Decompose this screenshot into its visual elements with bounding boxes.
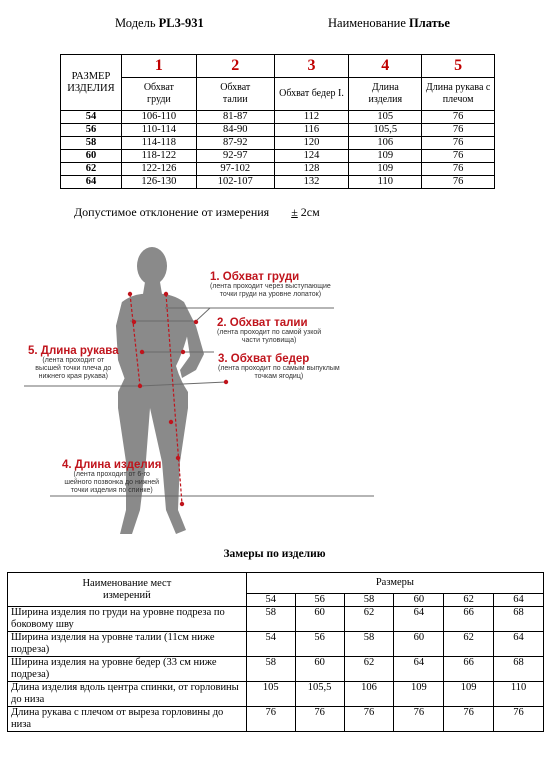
value-cell: 76 — [444, 707, 494, 732]
name-value: Платье — [409, 16, 450, 30]
value-cell: 54 — [246, 632, 295, 657]
value-cell: 56 — [295, 632, 344, 657]
value-cell: 114-118 — [121, 137, 196, 150]
col-num-4: 4 — [349, 55, 422, 78]
table-row — [8, 707, 544, 732]
value-cell: 64 — [394, 607, 444, 632]
value-cell: 76 — [422, 111, 495, 124]
size-header: РАЗМЕР ИЗДЕЛИЯ — [61, 55, 122, 111]
value-cell: 76 — [422, 137, 495, 150]
annotation-waist-desc-2: части туловища) — [241, 337, 297, 344]
annotation-hips-desc-1: (лента проходит по самым выпуклым — [218, 365, 340, 372]
table-row — [8, 607, 544, 632]
annotation-length-desc-3: точки изделия по спинке) — [70, 487, 153, 494]
value-cell: 120 — [274, 137, 349, 150]
value-cell: 60 — [295, 607, 344, 632]
value-cell: 76 — [394, 707, 444, 732]
value-cell: 109 — [349, 163, 422, 176]
value-cell: 118-122 — [121, 150, 196, 163]
size-col-header: 56 — [295, 594, 344, 607]
model-value: PL3-931 — [158, 16, 204, 30]
table-row — [61, 111, 495, 124]
value-cell: 66 — [444, 607, 494, 632]
col-num-2: 2 — [196, 55, 274, 78]
value-cell: 76 — [344, 707, 394, 732]
row-label: Длина изделия вдоль центра спинки, от горловины до низа — [8, 682, 247, 707]
value-cell: 110 — [349, 176, 422, 189]
value-cell: 128 — [274, 163, 349, 176]
value-cell: 105,5 — [349, 124, 422, 137]
value-cell: 68 — [494, 607, 544, 632]
value-cell: 110-114 — [121, 124, 196, 137]
table-row — [8, 682, 544, 707]
annotation-sleeve-title: 5. Длина рукава — [28, 345, 119, 357]
value-cell: 106 — [349, 137, 422, 150]
value-cell: 58 — [246, 607, 295, 632]
value-cell: 105 — [246, 682, 295, 707]
value-cell: 76 — [422, 176, 495, 189]
value-cell: 92-97 — [196, 150, 274, 163]
annotation-chest-desc-1: (лента проходит через выступающие — [210, 283, 331, 290]
col-label-1: Обхват груди — [121, 78, 196, 111]
garment-table — [7, 572, 544, 732]
value-cell: 110 — [494, 682, 544, 707]
value-cell: 109 — [444, 682, 494, 707]
annotation-length-title: 4. Длина изделия — [62, 459, 162, 471]
plus-minus-sign: ± — [291, 205, 298, 219]
value-cell: 76 — [494, 707, 544, 732]
value-cell: 58 — [246, 657, 295, 682]
value-cell: 106-110 — [121, 111, 196, 124]
name-header: Наименование мест измерений — [8, 573, 247, 607]
annotation-waist-desc-1: (лента проходит по самой узкой — [217, 329, 322, 336]
annotation-chest — [210, 271, 331, 299]
value-cell: 62 — [344, 657, 394, 682]
size-cell: 62 — [61, 163, 122, 176]
annotation-sleeve-desc-3: нижнего края рукава) — [38, 373, 108, 380]
name-line — [328, 16, 450, 31]
value-cell: 66 — [444, 657, 494, 682]
size-cell: 64 — [61, 176, 122, 189]
col-num-5: 5 — [422, 55, 495, 78]
annotation-hips-title: 3. Обхват бедер — [218, 353, 310, 365]
annotation-chest-title: 1. Обхват груди — [210, 271, 300, 283]
name-label: Наименование — [328, 16, 406, 30]
table-row — [8, 632, 544, 657]
row-label: Ширина изделия по груди на уровне подреза по боковому шву — [8, 607, 247, 632]
value-cell: 81-87 — [196, 111, 274, 124]
table-row — [61, 124, 495, 137]
value-cell: 76 — [422, 163, 495, 176]
annotation-length — [62, 459, 161, 495]
annotation-length-desc-2: шейного позвонка до нижней — [64, 479, 160, 486]
value-cell: 126-130 — [121, 176, 196, 189]
value-cell: 76 — [422, 150, 495, 163]
table-row — [61, 150, 495, 163]
annotation-waist-title: 2. Обхват талии — [217, 317, 308, 329]
col-num-1: 1 — [121, 55, 196, 78]
size-col-header: 58 — [344, 594, 394, 607]
col-label-5: Длина рукава с плечом — [422, 78, 495, 111]
value-cell: 64 — [494, 632, 544, 657]
model-label: Модель — [115, 16, 156, 30]
annotation-length-desc-1: (лента проходит от 6-го — [73, 471, 150, 478]
size-cell: 54 — [61, 111, 122, 124]
annotation-waist — [217, 317, 321, 345]
value-cell: 105,5 — [295, 682, 344, 707]
model-line — [115, 16, 204, 31]
garment-table-title: Замеры по изделию — [223, 548, 326, 560]
size-cell: 60 — [61, 150, 122, 163]
value-cell: 124 — [274, 150, 349, 163]
value-cell: 76 — [246, 707, 295, 732]
tolerance-value: 2см — [297, 205, 320, 219]
size-col-header: 64 — [494, 594, 544, 607]
table-row — [8, 657, 544, 682]
col-num-3: 3 — [274, 55, 349, 78]
value-cell: 105 — [349, 111, 422, 124]
value-cell: 116 — [274, 124, 349, 137]
col-label-4: Длина изделия — [349, 78, 422, 111]
annotation-hips-desc-2: точкам ягодиц) — [254, 373, 304, 380]
value-cell: 102-107 — [196, 176, 274, 189]
row-label: Ширина изделия на уровне бедер (33 см ниже подреза) — [8, 657, 247, 682]
value-cell: 109 — [349, 150, 422, 163]
value-cell: 60 — [295, 657, 344, 682]
size-table — [60, 54, 495, 189]
value-cell: 64 — [394, 657, 444, 682]
annotation-sleeve-desc-2: высшей точки плеча до — [35, 365, 112, 372]
annotation-hips — [218, 353, 340, 381]
annotation-chest-desc-2: точки груди на уровне лопаток) — [219, 291, 322, 298]
value-cell: 132 — [274, 176, 349, 189]
value-cell: 109 — [394, 682, 444, 707]
size-col-header: 62 — [444, 594, 494, 607]
table-row — [61, 137, 495, 150]
value-cell: 106 — [344, 682, 394, 707]
value-cell: 58 — [344, 632, 394, 657]
value-cell: 87-92 — [196, 137, 274, 150]
col-label-3: Обхват бедер I. — [274, 78, 349, 111]
table-row — [61, 163, 495, 176]
annotation-sleeve — [28, 345, 119, 381]
size-cell: 58 — [61, 137, 122, 150]
value-cell: 76 — [295, 707, 344, 732]
value-cell: 84-90 — [196, 124, 274, 137]
value-cell: 60 — [394, 632, 444, 657]
tolerance-line — [74, 205, 320, 220]
value-cell: 62 — [444, 632, 494, 657]
tolerance-text: Допустимое отклонение от измерения — [74, 205, 270, 219]
annotation-sleeve-desc-1: (лента проходит от — [42, 357, 105, 364]
value-cell: 76 — [422, 124, 495, 137]
size-col-header: 54 — [246, 594, 295, 607]
value-cell: 122-126 — [121, 163, 196, 176]
value-cell: 112 — [274, 111, 349, 124]
table-row — [61, 176, 495, 189]
row-label: Длина рукава с плечом от выреза горловины до низа — [8, 707, 247, 732]
col-label-2: Обхват талии — [196, 78, 274, 111]
row-label: Ширина изделия на уровне талии (11см ниже подреза) — [8, 632, 247, 657]
value-cell: 97-102 — [196, 163, 274, 176]
size-col-header: 60 — [394, 594, 444, 607]
sizes-header: Размеры — [246, 573, 543, 594]
value-cell: 62 — [344, 607, 394, 632]
size-cell: 56 — [61, 124, 122, 137]
value-cell: 68 — [494, 657, 544, 682]
